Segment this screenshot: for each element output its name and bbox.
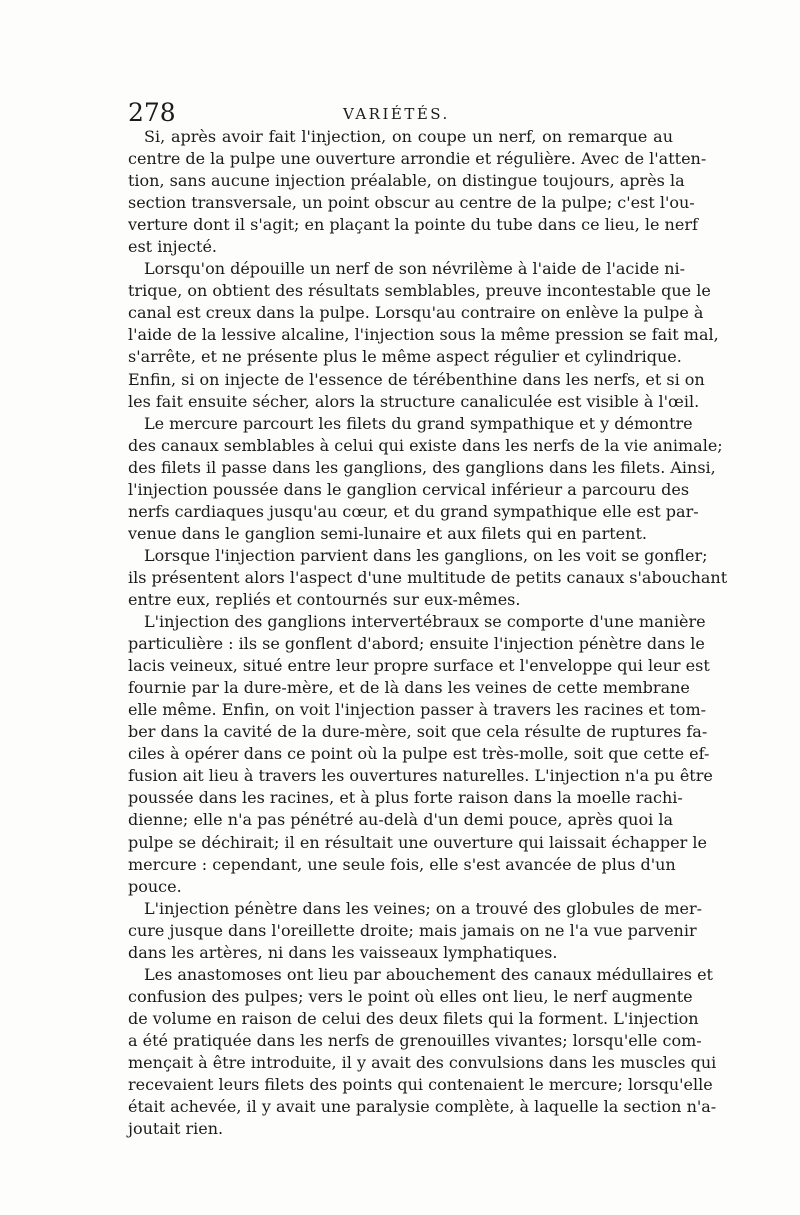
- text-line: ciles à opérer dans ce point où la pulpe est très-molle, soit que cette ef-: [128, 744, 710, 764]
- text-line: recevaient leurs filets des points qui contenaient le mercure; lorsqu'elle: [128, 1075, 713, 1095]
- text-line: les fait ensuite sécher, alors la structure canaliculée est visible à l'œil.: [128, 391, 700, 411]
- paragraph: [128, 413, 723, 545]
- text-line: venue dans le ganglion semi-lunaire et aux filets qui en partent.: [128, 523, 647, 543]
- text-line: l'aide de la lessive alcaline, l'injection sous la même pression se fait mal,: [128, 325, 719, 345]
- text-line: canal est creux dans la pulpe. Lorsqu'au contraire on enlève la pulpe à: [128, 303, 704, 323]
- text-line: section transversale, un point obscur au centre de la pulpe; c'est l'ou-: [128, 193, 695, 213]
- running-head: VARIÉTÉS.: [343, 105, 450, 123]
- text-line: était achevée, il y avait une paralysie complète, à laquelle la section n'a-: [128, 1097, 717, 1117]
- text-line: tion, sans aucune injection préalable, on distingue toujours, après la: [128, 171, 685, 191]
- text-line: L'injection pénètre dans les veines; on a trouvé des globules de mer-: [144, 898, 703, 918]
- text-line: Lorsqu'on dépouille un nerf de son névrilème à l'aide de l'acide ni-: [144, 259, 686, 279]
- text-line: particulière : ils se gonflent d'abord; ensuite l'injection pénètre dans le: [128, 634, 705, 654]
- text-line: ils présentent alors l'aspect d'une multitude de petits canaux s'abouchant: [128, 567, 728, 587]
- text-line: entre eux, repliés et contournés sur eux-mêmes.: [128, 589, 521, 609]
- text-line: Le mercure parcourt les filets du grand sympathique et y démontre: [144, 413, 693, 433]
- paragraph: [128, 898, 703, 964]
- text-line: dans les artères, ni dans les vaisseaux lymphatiques.: [128, 942, 558, 962]
- text-line: fournie par la dure-mère, et de là dans les veines de cette membrane: [128, 678, 690, 698]
- text-line: Enfin, si on injecte de l'essence de térébenthine dans les nerfs, et si on: [128, 369, 705, 389]
- text-line: nerfs cardiaques jusqu'au cœur, et du grand sympathique elle est par-: [128, 501, 699, 521]
- body-text: [128, 126, 728, 1140]
- paragraph: [128, 258, 719, 412]
- text-line: centre de la pulpe une ouverture arrondie et régulière. Avec de l'atten-: [128, 149, 707, 169]
- paragraph: [128, 611, 713, 898]
- text-line: mercure : cependant, une seule fois, elle s'est avancée de plus d'un: [128, 854, 676, 874]
- paragraph: [128, 964, 717, 1140]
- text-line: l'injection poussée dans le ganglion cervical inférieur a parcouru des: [128, 479, 690, 499]
- text-line: mençait à être introduite, il y avait des convulsions dans les muscles qui: [128, 1052, 717, 1072]
- text-line: trique, on obtient des résultats semblables, preuve incontestable que le: [128, 281, 711, 301]
- text-line: de volume en raison de celui des deux filets qui la forment. L'injection: [128, 1008, 699, 1028]
- text-line: elle même. Enfin, on voit l'injection passer à travers les racines et tom-: [128, 700, 707, 720]
- text-line: Si, après avoir fait l'injection, on coupe un nerf, on remarque au: [144, 127, 673, 146]
- paragraph: [128, 126, 707, 258]
- text-line: verture dont il s'agit; en plaçant la pointe du tube dans ce lieu, le nerf: [128, 215, 698, 235]
- text-line: des canaux semblables à celui qui existe dans les nerfs de la vie animale;: [128, 435, 723, 455]
- page-header: [128, 98, 673, 128]
- text-line: Lorsque l'injection parvient dans les ganglions, on les voit se gonfler;: [144, 545, 708, 565]
- page-number: 278: [128, 98, 176, 127]
- text-line: poussée dans les racines, et à plus forte raison dans la moelle rachi-: [128, 788, 683, 808]
- paragraph: [128, 545, 728, 611]
- text-line: a été pratiquée dans les nerfs de grenouilles vivantes; lorsqu'elle com-: [128, 1030, 702, 1050]
- text-line: confusion des pulpes; vers le point où elles ont lieu, le nerf augmente: [128, 986, 693, 1006]
- text-line: cure jusque dans l'oreillette droite; mais jamais on ne l'a vue parvenir: [128, 920, 697, 940]
- text-line: pouce.: [128, 876, 182, 896]
- text-line: Les anastomoses ont lieu par abouchement des canaux médullaires et: [144, 964, 713, 984]
- text-line: dienne; elle n'a pas pénétré au-delà d'un demi pouce, après quoi la: [128, 810, 673, 830]
- text-line: ber dans la cavité de la dure-mère, soit que cela résulte de ruptures fa-: [128, 722, 708, 742]
- text-line: pulpe se déchirait; il en résultait une ouverture qui laissait échapper le: [128, 832, 707, 852]
- text-line: lacis veineux, situé entre leur propre surface et l'enveloppe qui leur est: [128, 656, 710, 676]
- text-line: des filets il passe dans les ganglions, des ganglions dans les filets. Ainsi,: [128, 457, 716, 477]
- text-line: est injecté.: [128, 237, 217, 257]
- text-line: L'injection des ganglions intervertébraux se comporte d'une manière: [144, 612, 706, 632]
- text-line: joutait rien.: [128, 1119, 224, 1139]
- text-line: fusion ait lieu à travers les ouvertures naturelles. L'injection n'a pu être: [128, 766, 713, 786]
- text-line: s'arrête, et ne présente plus le même aspect régulier et cylindrique.: [128, 347, 682, 367]
